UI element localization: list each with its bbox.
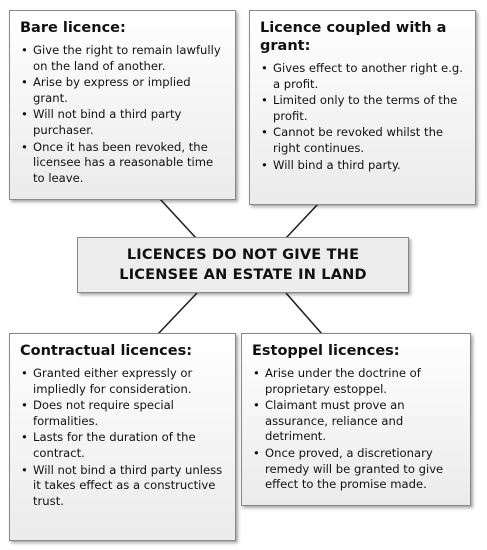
central-statement-line-1: LICENCES DO NOT GIVE THE bbox=[126, 247, 360, 263]
estoppel-licences-box bbox=[241, 333, 471, 506]
licence-coupled-with-grant-title: Licence coupled with a grant: bbox=[260, 20, 447, 54]
list-item: • Does not require special formalities. bbox=[20, 398, 225, 429]
list-item: • Arise by express or implied grant. bbox=[20, 75, 225, 106]
bare-licence-box bbox=[9, 10, 236, 200]
bare-licence-list bbox=[20, 43, 225, 186]
list-item: • Granted either expressly or impliedly for consideration. bbox=[20, 366, 225, 397]
list-item: • Arise under the doctrine of proprietary estoppel. bbox=[252, 366, 460, 397]
estoppel-licences-title: Estoppel licences: bbox=[252, 343, 400, 359]
connector-top-left bbox=[160, 199, 196, 238]
list-item: • Cannot be revoked whilst the right continues. bbox=[260, 125, 465, 156]
list-item: • Lasts for the duration of the contract. bbox=[20, 430, 225, 461]
list-item: • Claimant must prove an assurance, reliance and detriment. bbox=[252, 398, 460, 445]
contractual-licences-list bbox=[20, 366, 225, 509]
contractual-licences-box bbox=[9, 333, 236, 541]
connector-bottom-left bbox=[158, 293, 197, 334]
list-item: • Gives effect to another right e.g. a profit. bbox=[260, 61, 465, 92]
list-item: • Will not bind a third party purchaser. bbox=[20, 107, 225, 138]
list-item: • Limited only to the terms of the profit. bbox=[260, 93, 465, 124]
list-item: • Once it has been revoked, the licensee has a reasonable time to leave. bbox=[20, 140, 225, 187]
connector-bottom-right bbox=[286, 293, 322, 334]
central-statement-box bbox=[77, 237, 409, 293]
list-item: • Will not bind a third party unless it takes effect as a constructive trust. bbox=[20, 463, 225, 510]
contractual-licences-title: Contractual licences: bbox=[20, 343, 192, 359]
bare-licence-title: Bare licence: bbox=[20, 20, 126, 36]
connector-top-right bbox=[286, 204, 318, 238]
list-item: • Give the right to remain lawfully on the land of another. bbox=[20, 43, 225, 74]
estoppel-licences-list bbox=[252, 366, 460, 493]
list-item: • Once proved, a discretionary remedy will be granted to give effect to the promise made. bbox=[252, 446, 460, 493]
central-statement-line-2: LICENSEE AN ESTATE IN LAND bbox=[119, 267, 367, 283]
list-item: • Will bind a third party. bbox=[260, 158, 465, 174]
licence-coupled-with-grant-box bbox=[249, 10, 476, 205]
licence-coupled-with-grant-list bbox=[260, 61, 465, 173]
